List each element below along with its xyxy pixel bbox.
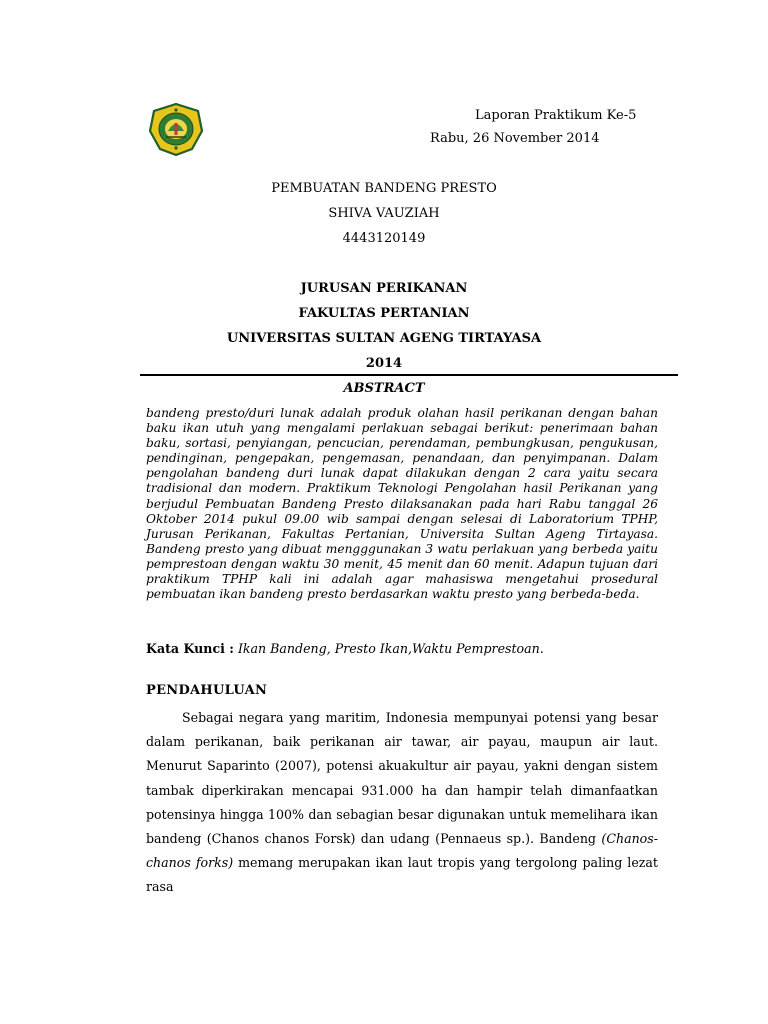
abstract-text: bandeng presto/duri lunak adalah produk olahan hasil perikanan dengan bahan baku ikan utuh yang mengalami perlakuan sebagai berikut: penerimaan bahan baku, sortasi, penyiangan, pencucian, perendaman, pembungkusan, pengukusan, pendinginan, pengepakan, pengemasan, penandaan, dan penyimpanan. Dalam pengolahan bandeng duri lunak dapat dilakukan dengan 2 cara yaitu secara tradisional dan modern. Praktikum Teknologi Pengolahan hasil Perikanan yang berjudul Pembuatan Bandeng Presto dilaksanakan pada hari Rabu tanggal 26 Oktober 2014 pukul 09.00 wib sampai dengan selesai di Laboratorium TPHP, Jurusan Perikanan, Fakultas Pertanian, Universita Sultan Ageng Tirtayasa. Bandeng presto yang dibuat mengggunakan 3 watu perlakuan yang berbeda yaitu pemprestoan dengan waktu 30 menit, 45 menit dan 60 menit. Adapun tujuan dari praktikum TPHP kali ini adalah agar mahasiswa mengetahui prosedural pembuatan ikan bandeng presto berdasarkan waktu presto yang berbeda-beda. — [146, 406, 658, 602]
report-date: Rabu, 26 November 2014 — [430, 131, 600, 146]
intro-species-name: (Chanos-chanos forks) — [146, 831, 658, 871]
faculty: FAKULTAS PERTANIAN — [298, 306, 470, 321]
keywords-value: Ikan Bandeng, Presto Ikan,Waktu Pemprestoan. — [233, 641, 544, 656]
keywords-line — [146, 641, 686, 656]
author-name: SHIVA VAUZIAH — [328, 206, 440, 221]
introduction-paragraph — [146, 706, 658, 900]
university: UNIVERSITAS SULTAN AGENG TIRTAYASA — [226, 331, 542, 346]
intro-text-main: Sebagai negara yang maritim, Indonesia mempunyai potensi yang besar dalam perikanan, baik perikanan air tawar, air payau, maupun air laut. Menurut Saparinto (2007), potensi akuakultur air payau, yakni dengan sistem tambak diperkirakan mencapai 931.000 ha dan hampir telah dimanfaatkan potensinya hingga 100% dan sebagian besar digunakan untuk memelihara ikan bandeng (Chanos chanos Forsk) dan udang (Pennaeus sp.). Bandeng — [146, 710, 658, 847]
divider-rule — [140, 374, 678, 376]
report-title: PEMBUATAN BANDENG PRESTO — [271, 181, 497, 196]
department: JURUSAN PERIKANAN — [300, 281, 468, 296]
university-logo — [146, 101, 206, 157]
report-number: Laporan Praktikum Ke-5 — [475, 108, 637, 123]
intro-text-tail: memang merupakan ikan laut tropis yang tergolong paling lezat rasa — [146, 855, 658, 895]
student-id: 4443120149 — [342, 231, 426, 246]
section-heading-introduction: PENDAHULUAN — [146, 683, 268, 698]
seal-emblem — [150, 104, 202, 155]
keywords-label: Kata Kunci : — [146, 641, 234, 656]
abstract-heading: ABSTRACT — [343, 381, 425, 396]
year: 2014 — [365, 356, 403, 371]
